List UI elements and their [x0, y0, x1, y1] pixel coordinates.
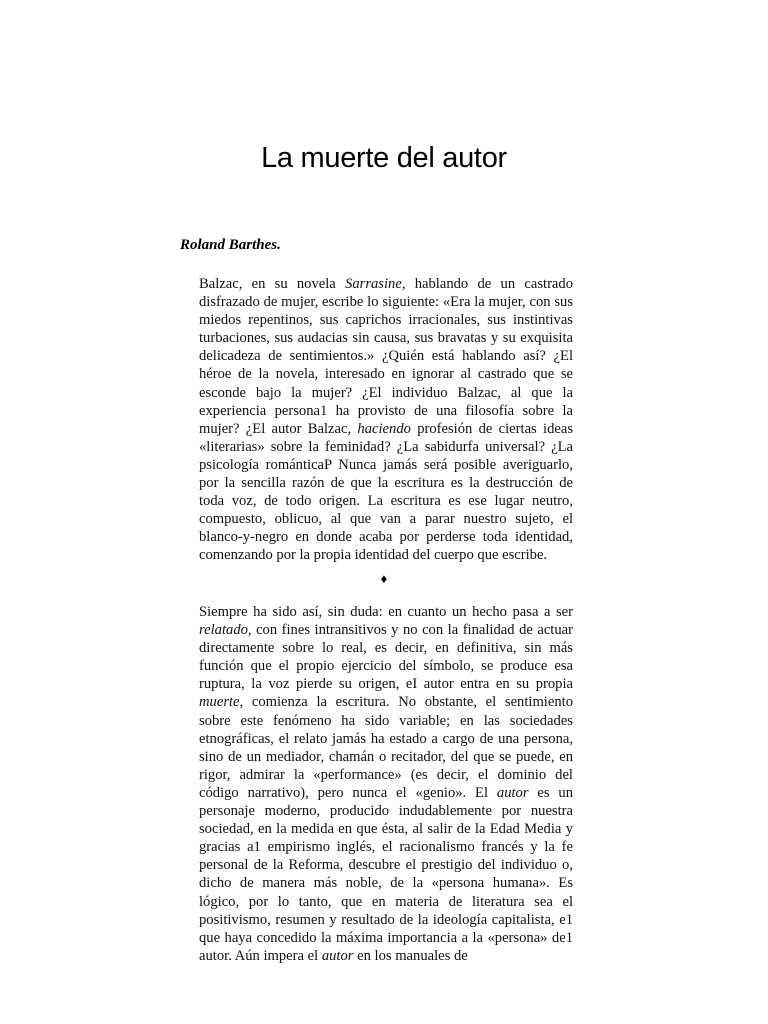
italic-run: relatado, — [199, 622, 252, 639]
italic-run: autor — [321, 947, 354, 964]
italic-run: haciendo — [357, 420, 411, 437]
text-run: hablando de un castrado disfrazado de mujer, escribe lo siguiente: «Era la mujer, con sus miedos repentinos, sus caprichos irracionales, sus instintivas turbaciones, sus audacias sin causa, sus bravatas y su exquisita delicadeza de sentimientos.» ¿Quién está hablando así? ¿El héroe de la novela, interesado en ignorar al castrado que se esconde bajo la mujer? ¿El individuo Balzac, al que la experiencia persona1 ha provisto de una filosofía sobre la mujer? ¿El autor Balzac, — [199, 276, 574, 437]
author-name: Roland Barthes. — [180, 237, 281, 253]
paragraph — [199, 603, 573, 965]
text-run: comienza la escritura. No obstante, el sentimiento sobre este fenómeno ha sido variable; en las sociedades etnográficas, el relato jamás ha estado a cargo de una persona, sino de un mediador, chamán o recitador, del que se puede, en rigor, admirar la «performance» (es decir, el dominio del código narrativo), pero nunca el «genio». El — [199, 694, 573, 801]
text-run: Siempre ha sido así, sin duda: en cuanto un hecho pasa a ser — [199, 604, 573, 620]
diamond-separator-icon: ♦ — [380, 571, 388, 586]
paragraph — [199, 275, 573, 565]
italic-run: autor — [496, 784, 529, 801]
italic-run: Sarrasine, — [345, 276, 406, 292]
text-run: es un personaje moderno, producido indudablemente por nuestra sociedad, en la medida en que ésta, al salir de la Edad Media y gracias a1 empirismo inglés, el racionalismo francés y la fe personal de la Reforma, descubre el prestigio del individuo o, dicho de manera más noble, de la «persona humana». Es lógico, por lo tanto, que en materia de literatura sea el positivismo, resumen y resultado de la ideología capitalista, e1 que haya concedido la máxima importancia a la «persona» de1 autor. Aún impera el — [199, 784, 573, 964]
text-run: en los manuales de — [353, 947, 468, 964]
text-run: profesión de ciertas ideas «literarias» sobre la feminidad? ¿La sabidurfa universal? ¿La psicología románticaP Nunca jamás será posible averiguarlo, por la sencilla razón de que la escritura es la destrucción de toda voz, de todo origen. La escritura es ese lugar neutro, compuesto, oblicuo, al que van a parar nuestro sujeto, el blanco-y-negro en donde acaba por perderse toda identidad, comenzando por la propia identidad del cuerpo que escribe. — [199, 420, 573, 564]
italic-run: muerte, — [199, 694, 244, 711]
document-title: La muerte del autor — [261, 142, 507, 174]
text-run: Balzac, en su novela — [199, 276, 346, 292]
text-run: con fines intransitivos y no con la finalidad de actuar directamente sobre lo real, es decir, en definitiva, sin más función que el propio ejercicio del símbolo, se produce esa ruptura, la voz pierde su origen, eI autor entra en su propia — [199, 622, 573, 693]
